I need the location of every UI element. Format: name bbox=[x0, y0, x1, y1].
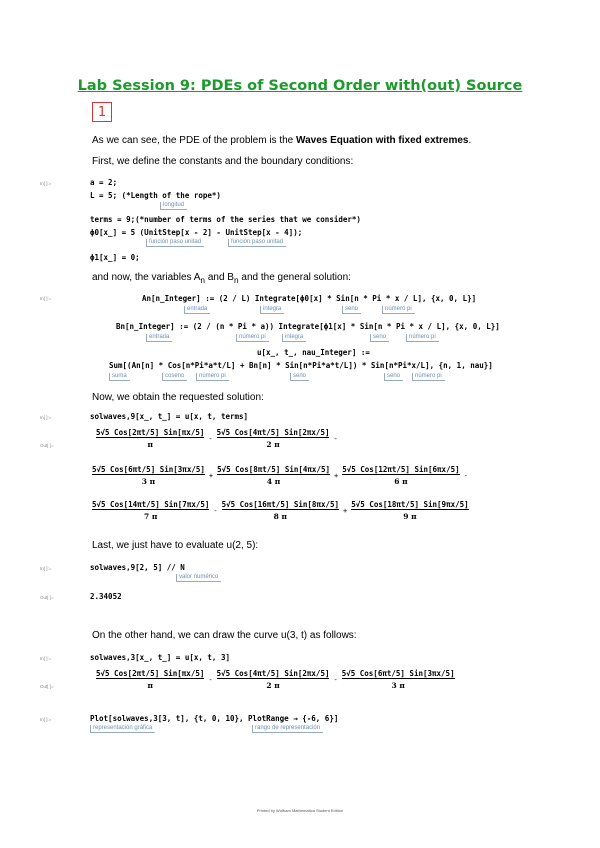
code-terms[interactable]: terms = 9;(*number of terms of the series that we consider*) bbox=[90, 215, 361, 224]
hint-seno-2: seno bbox=[370, 334, 389, 342]
paragraph-text: and now, the variables A bbox=[92, 272, 201, 283]
input-tag: In[ ]:= bbox=[40, 566, 52, 571]
term-denominator: 2 π bbox=[217, 437, 330, 449]
paragraph-text: and the general solution: bbox=[238, 272, 351, 283]
term-denominator: π bbox=[96, 437, 204, 449]
sol3-row bbox=[88, 669, 455, 690]
paragraph-evaluate: Last, we just have to evaluate u(2, 5): bbox=[92, 540, 259, 551]
term-numerator: 5√5 Cos[2πt/5] Sin[πx/5] bbox=[96, 669, 205, 678]
term-op: - bbox=[333, 675, 338, 684]
code-a[interactable]: a = 2; bbox=[90, 178, 118, 187]
term-denominator: 3 π bbox=[342, 678, 455, 690]
subscript: n bbox=[200, 275, 206, 285]
term-op: - bbox=[463, 471, 468, 480]
input-tag: In[ ]:= bbox=[40, 296, 52, 301]
term-numerator: 5√5 Cos[12πt/5] Sin[6πx/5] bbox=[342, 465, 460, 474]
term-numerator: 5√5 Cos[6πt/5] Sin[3πx/5] bbox=[92, 465, 205, 474]
term-fraction bbox=[96, 428, 204, 449]
code-phi1[interactable]: ϕ1[x_] = 0; bbox=[90, 253, 140, 262]
term-fraction bbox=[342, 465, 459, 486]
hint-numero-pi-5: número pi bbox=[412, 373, 445, 381]
term-numerator: 5√5 Cos[16πt/5] Sin[8πx/5] bbox=[221, 500, 340, 509]
code-plot[interactable]: Plot[solwaves,3[3, t], {t, 0, 10}, PlotRange → {-6, 6}] bbox=[90, 714, 339, 723]
term-denominator: 3 π bbox=[92, 474, 205, 486]
hint-funcion-paso: función paso unitad bbox=[146, 239, 204, 247]
term-op: - bbox=[208, 434, 213, 443]
page-title: Lab Session 9: PDEs of Second Order with(out) Source bbox=[77, 78, 523, 94]
code-L[interactable]: L = 5; (*Length of the rope*) bbox=[90, 191, 221, 200]
term-denominator: 4 π bbox=[217, 474, 330, 486]
paragraph-text: and B bbox=[205, 272, 234, 283]
term-numerator: 5√5 Cos[18πt/5] Sin[9πx/5] bbox=[351, 500, 469, 509]
term-op: + bbox=[334, 471, 339, 480]
hint-numero-pi-2: número pi bbox=[236, 334, 269, 342]
sol9-row-2 bbox=[92, 465, 472, 486]
term-fraction bbox=[92, 465, 205, 486]
code-eval[interactable]: solwaves,9[2, 5] // N bbox=[90, 563, 185, 572]
paragraph-text: As we can see, the PDE of the problem is the bbox=[92, 135, 296, 146]
term-denominator: 2 π bbox=[217, 678, 330, 690]
hint-coseno: coseno bbox=[162, 373, 187, 381]
paragraph-curve: On the other hand, we can draw the curve u(3, t) as follows: bbox=[92, 630, 357, 641]
hint-integra-2: integra bbox=[282, 334, 306, 342]
term-numerator: 5√5 Cos[14πt/5] Sin[7πx/5] bbox=[92, 500, 210, 509]
term-numerator: 5√5 Cos[4πt/5] Sin[2πx/5] bbox=[216, 428, 330, 437]
hint-seno-4: seno bbox=[384, 373, 403, 381]
term-denominator: 6 π bbox=[342, 474, 459, 486]
output-tag: Out[ ]= bbox=[40, 595, 54, 600]
input-tag: In[ ]:= bbox=[40, 415, 52, 420]
term-fraction bbox=[217, 465, 330, 486]
hint-rango: rango de representación bbox=[252, 725, 323, 733]
hint-numero-pi: número pi bbox=[382, 306, 415, 314]
hint-valor-numerico: valor numérico bbox=[176, 574, 221, 582]
paragraph-constants: First, we define the constants and the boundary conditions: bbox=[92, 156, 354, 167]
term-fraction bbox=[342, 669, 455, 690]
output-tag: Out[ ]= bbox=[40, 443, 54, 448]
code-Bn[interactable]: Bn[n_Integer] := (2 / (n * Pi * a)) Integrate[ϕ1[x] * Sin[n * Pi * x / L], {x, 0, L}] bbox=[116, 322, 500, 331]
term-fraction bbox=[222, 500, 339, 521]
term-fraction bbox=[351, 500, 468, 521]
term-denominator: π bbox=[96, 678, 204, 690]
term-numerator: 5√5 Cos[2πt/5] Sin[πx/5] bbox=[96, 428, 205, 437]
section-number-badge: 1 bbox=[92, 102, 112, 122]
code-u-sum[interactable]: Sum[(An[n] * Cos[n*Pi*a*t/L] + Bn[n] * Sin[n*Pi*a*t/L]) * Sin[n*Pi*x/L], {n, 1, nau}] bbox=[109, 361, 493, 370]
sol9-row-3 bbox=[92, 500, 469, 521]
code-u-def[interactable]: u[x_, t_, nau_Integer] := bbox=[257, 348, 370, 357]
hint-entrada: entrada bbox=[184, 306, 210, 314]
code-An[interactable]: An[n_Integer] := (2 / L) Integrate[ϕ0[x] * Sin[n * Pi * x / L], {x, 0, L}] bbox=[142, 294, 477, 303]
paragraph-solution: Now, we obtain the requested solution: bbox=[92, 392, 264, 403]
hint-longitud: longitud bbox=[160, 202, 187, 210]
output-eval: 2.34052 bbox=[90, 592, 122, 601]
hint-numero-pi-4: número pi bbox=[196, 373, 229, 381]
term-op: - bbox=[213, 506, 218, 515]
hint-suma: suma bbox=[109, 373, 130, 381]
term-op: - bbox=[333, 434, 338, 443]
term-fraction bbox=[217, 669, 330, 690]
hint-integra: integra bbox=[260, 306, 284, 314]
input-tag: In[ ]:= bbox=[40, 181, 52, 186]
paragraph-text: . bbox=[468, 135, 472, 146]
term-op: + bbox=[343, 506, 348, 515]
input-tag: In[ ]:= bbox=[40, 717, 52, 722]
bold-phrase: Waves Equation with fixed extremes bbox=[296, 135, 469, 146]
term-denominator: 9 π bbox=[351, 509, 468, 521]
paragraph-variables bbox=[92, 272, 351, 285]
hint-entrada-2: entrada bbox=[146, 334, 172, 342]
code-sol3[interactable]: solwaves,3[x_, t_] = u[x, t, 3] bbox=[90, 653, 230, 662]
hint-representacion: representación gráfica bbox=[90, 725, 155, 733]
output-tag: Out[ ]= bbox=[40, 684, 54, 689]
term-numerator: 5√5 Cos[4πt/5] Sin[2πx/5] bbox=[216, 669, 330, 678]
footer: Printed by Wolfram Mathematica Student Edition bbox=[256, 808, 344, 813]
code-sol9[interactable]: solwaves,9[x_, t_] = u[x, t, terms] bbox=[90, 412, 249, 421]
term-denominator: 8 π bbox=[222, 509, 339, 521]
code-phi0[interactable]: ϕ0[x_] = 5 (UnitStep[x - 2] - UnitStep[x - 4]); bbox=[90, 228, 303, 237]
term-fraction bbox=[92, 500, 209, 521]
hint-seno: seno bbox=[342, 306, 361, 314]
hint-seno-3: seno bbox=[290, 373, 309, 381]
paragraph-pde bbox=[92, 135, 471, 146]
subscript: n bbox=[233, 275, 239, 285]
hint-funcion-paso-2: función paso unitad bbox=[228, 239, 286, 247]
sol9-row-1 bbox=[88, 428, 342, 449]
term-numerator: 5√5 Cos[6πt/5] Sin[3πx/5] bbox=[341, 669, 455, 678]
term-fraction bbox=[96, 669, 204, 690]
term-op: + bbox=[208, 471, 214, 480]
term-numerator: 5√5 Cos[8πt/5] Sin[4πx/5] bbox=[217, 465, 330, 474]
input-tag: In[ ]:= bbox=[40, 656, 52, 661]
term-op: - bbox=[208, 675, 213, 684]
hint-numero-pi-3: número pi bbox=[406, 334, 439, 342]
term-denominator: 7 π bbox=[92, 509, 209, 521]
term-fraction bbox=[217, 428, 330, 449]
